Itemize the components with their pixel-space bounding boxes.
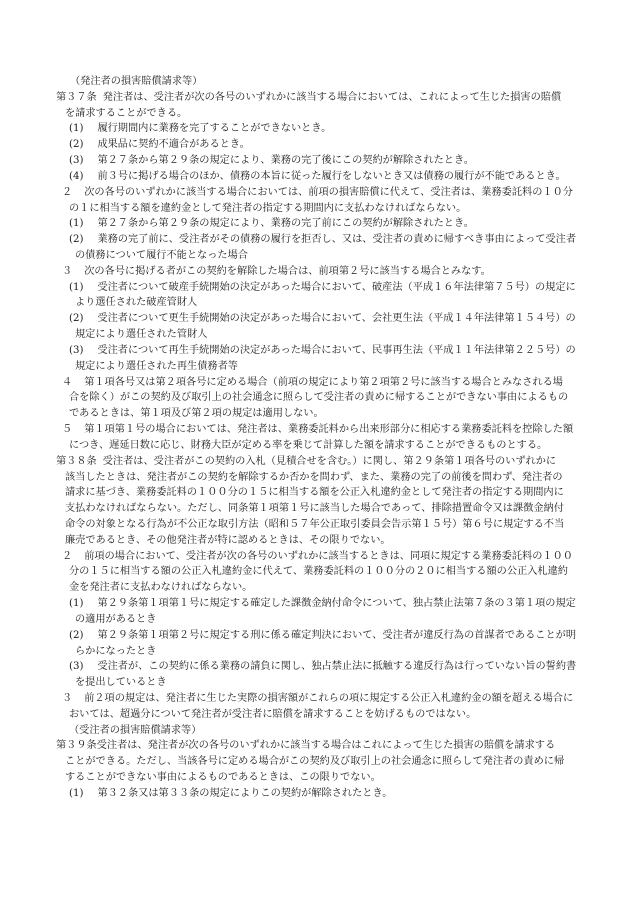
- text-line: [69, 233, 576, 247]
- text-line: [56, 455, 556, 469]
- line-text: 第２９条第１項第２号に規定する刑に係る確定判決において、受注者が違反行為の首謀者であることが明: [97, 629, 577, 641]
- text-line: [62, 423, 573, 437]
- text-line: [69, 154, 474, 168]
- line-text: 命令の対象となる行為が不公正な取引方法（昭和５７年公正取引委員会告示第１５号）第６号に規定する不当: [65, 518, 565, 530]
- text-line: [69, 122, 331, 136]
- line-text: 前項の場合において、受注者が次の各号のいずれかに該当するときは、同項に規定する業務委託料の１００: [84, 550, 573, 562]
- line-text: 廉売であるとき、その他発注者が特に認めるときは、その限りでない。: [65, 534, 391, 546]
- line-text: 受注者が、この契約に係る業務の請負に関し、独占禁止法に抵触する違反行為は行っていない旨の誓約書: [97, 661, 577, 673]
- text-line: [56, 739, 555, 753]
- line-text: 次の各号のいずれかに該当する場合においては、前項の損害賠償に代えて、受注者は、業務委託料の１０分: [84, 186, 573, 198]
- text-line: [75, 328, 207, 342]
- line-text: 受注者は、発注者が次の各号のいずれかに該当する場合はこれによって生じた損害の賠償を請求する: [96, 740, 556, 752]
- line-text: 第１項第１号の場合においては、発注者は、業務委託料から出来形部分に相応する業務委託料を控除した額: [84, 424, 574, 436]
- clause-number: (1): [69, 787, 84, 799]
- text-line: [69, 708, 476, 722]
- text-line: [69, 629, 576, 643]
- text-line: [69, 170, 566, 184]
- text-line: [69, 138, 250, 152]
- line-text: 受注者は、受注者がこの契約の入札（見積合せを含む。）に関し、第２９条第１項各号のいずれかに: [102, 455, 557, 467]
- text-line: [75, 249, 248, 263]
- line-text: ことができる。ただし、当該各号に定める場合がこの契約及び取引上の社会通念に照らして発注者の責めに帰: [65, 756, 565, 768]
- clause-number: (3): [69, 344, 84, 356]
- line-text: 発注者は、受注者が次の各号のいずれかに該当する場合においては、これによって生じた損害の賠償: [102, 91, 562, 103]
- line-text: （発注者の損害賠償請求等）: [70, 76, 203, 87]
- line-text: 金を発注者に支払わなければならない。: [69, 582, 253, 594]
- line-text: 規定により選任された管財人: [75, 329, 208, 341]
- line-text: 分の１５に相当する額の公正入札違約金に代えて、業務委託料の１００分の２０に相当する額の公正入札違約: [69, 566, 568, 578]
- text-line: [69, 407, 324, 421]
- clause-number: (3): [69, 661, 84, 673]
- text-line: [69, 787, 392, 801]
- clause-number: (3): [69, 155, 84, 167]
- clause-number: (4): [69, 170, 84, 182]
- line-text: 受注者について破産手続開始の決定があった場合において、破産法（平成１６年法律第７５号）の規定に: [97, 281, 576, 293]
- line-text: の債務について履行不能となった場合: [75, 250, 248, 262]
- text-line: [62, 265, 491, 279]
- text-line: [65, 755, 564, 769]
- clause-number: 第３７条: [56, 91, 97, 103]
- clause-number: ２: [62, 186, 73, 198]
- text-line: [69, 660, 576, 674]
- line-text: につき、遅延日数に応じ、財務大臣が定める率を乗じて計算した額を請求することができるものとする。: [69, 439, 548, 451]
- line-text: 受注者について更生手続開始の決定があった場合において、会社更生法（平成１４年法律第１５４号）の: [97, 313, 576, 325]
- clause-number: (1): [69, 598, 84, 610]
- line-text: 規定により選任された再生債務者等: [75, 360, 238, 372]
- clause-number: ５: [62, 424, 73, 436]
- clause-number: 第３８条: [56, 455, 97, 467]
- line-text: 業務の完了前に、受注者がその債務の履行を拒否し、又は、受注者の責めに帰すべき事由によって受注者: [97, 234, 577, 246]
- text-line: [69, 202, 466, 216]
- text-line: [65, 486, 564, 500]
- line-text: 第１項各号又は第２項各号に定める場合（前項の規定により第２項第２号に該当する場合とみなされる場: [84, 376, 563, 388]
- line-text: 請求に基づき、業務委託料の１００分の１５に相当する額を公正入札違約金として発注者の指定する期間内に: [65, 487, 564, 499]
- text-line: [62, 692, 573, 706]
- text-line: [75, 360, 238, 374]
- text-line: [69, 217, 474, 231]
- text-line: [69, 581, 252, 595]
- text-line: [65, 107, 187, 121]
- line-text: 合を除く）がこの契約及び取引上の社会通念に照らして受注者の責めに帰することができない事由によるもの: [69, 392, 569, 404]
- line-text: 次の各号に掲げる者がこの契約を解除した場合は、前項第２号に該当する場合とみなす。: [84, 265, 491, 277]
- line-text: であるときは、第１項及び第２項の規定は適用しない。: [69, 408, 324, 420]
- text-line: [65, 502, 564, 516]
- line-text: を提出しているとき: [75, 677, 167, 689]
- text-line: [69, 597, 576, 611]
- line-text: 該当したときは、発注者がこの契約を解除するか否かを問わず、また、業務の完了の前後を問わず、発注者の: [65, 471, 563, 483]
- line-text: 履行期間内に業務を完了することができないとき。: [97, 123, 332, 135]
- text-line: [69, 391, 568, 405]
- text-line: [75, 613, 157, 627]
- line-text: 前２項の規定は、発注者に生じた実際の損害額がこれらの項に規定する公正入札違約金の額を超える場合に: [84, 692, 574, 704]
- text-line: [69, 724, 201, 738]
- clause-number: (1): [69, 123, 84, 135]
- text-line: [75, 296, 197, 310]
- line-text: らかになったとき: [75, 645, 157, 657]
- clause-number: ４: [62, 376, 73, 388]
- line-text: 第２７条から第２９条の規定により、業務の完了後にこの契約が解除されたとき。: [97, 155, 474, 167]
- text-line: [65, 771, 381, 785]
- line-text: 第３２条又は第３３条の規定によりこの契約が解除されたとき。: [97, 787, 393, 799]
- line-text: 支払わなければならない。ただし、同条第１項第１号に該当した場合であって、排除措置命令又は課徴金納付: [65, 503, 564, 515]
- clause-number: (2): [69, 629, 84, 641]
- text-line: [65, 534, 391, 548]
- line-text: 第２９条第１項第１号に規定する確定した課徴金納付命令について、独占禁止法第７条の３第１項の規定: [97, 598, 576, 610]
- line-text: 成果品に契約不適合があるとき。: [97, 139, 250, 151]
- clause-number: 第３９条: [56, 740, 97, 752]
- clause-number: (1): [69, 281, 84, 293]
- text-line: [70, 75, 202, 89]
- text-line: [75, 676, 167, 690]
- line-text: の１に相当する額を違約金として発注者の指定する期間内に支払わなければならない。: [69, 202, 467, 214]
- text-line: [69, 439, 547, 453]
- clause-number: (2): [69, 313, 84, 325]
- text-line: [62, 186, 573, 200]
- text-line: [65, 518, 564, 532]
- text-line: [69, 565, 568, 579]
- text-line: [62, 376, 563, 390]
- line-text: の適用があるとき: [75, 613, 157, 625]
- line-text: （受注者の損害賠償請求等）: [69, 724, 202, 736]
- line-text: を請求することができる。: [65, 107, 188, 119]
- text-line: [69, 344, 576, 358]
- text-line: [69, 281, 576, 295]
- line-text: 前３号に掲げる場合のほか、債務の本旨に従った履行をしないとき又は債務の履行が不能であるとき。: [97, 170, 566, 182]
- clause-number: (1): [69, 218, 84, 230]
- text-line: [75, 645, 157, 659]
- line-text: することができない事由によるものであるときは、この限りでない。: [65, 772, 381, 784]
- clause-number: ３: [62, 265, 73, 277]
- clause-number: (2): [69, 139, 84, 151]
- text-line: [65, 471, 563, 485]
- line-text: 受注者について再生手続開始の決定があった場合において、民事再生法（平成１１年法律第２２５号）の: [97, 344, 576, 356]
- clause-number: (2): [69, 234, 84, 246]
- text-line: [62, 550, 573, 564]
- clause-number: ２: [62, 550, 73, 562]
- line-text: 第２７条から第２９条の規定により、業務の完了前にこの契約が解除されたとき。: [97, 218, 474, 230]
- text-line: [69, 312, 576, 326]
- line-text: より選任された破産管財人: [75, 297, 198, 309]
- line-text: おいては、超過分について発注者が受注者に賠償を請求することを妨げるものではない。: [69, 708, 477, 720]
- clause-number: ３: [62, 692, 73, 704]
- text-line: [56, 91, 561, 105]
